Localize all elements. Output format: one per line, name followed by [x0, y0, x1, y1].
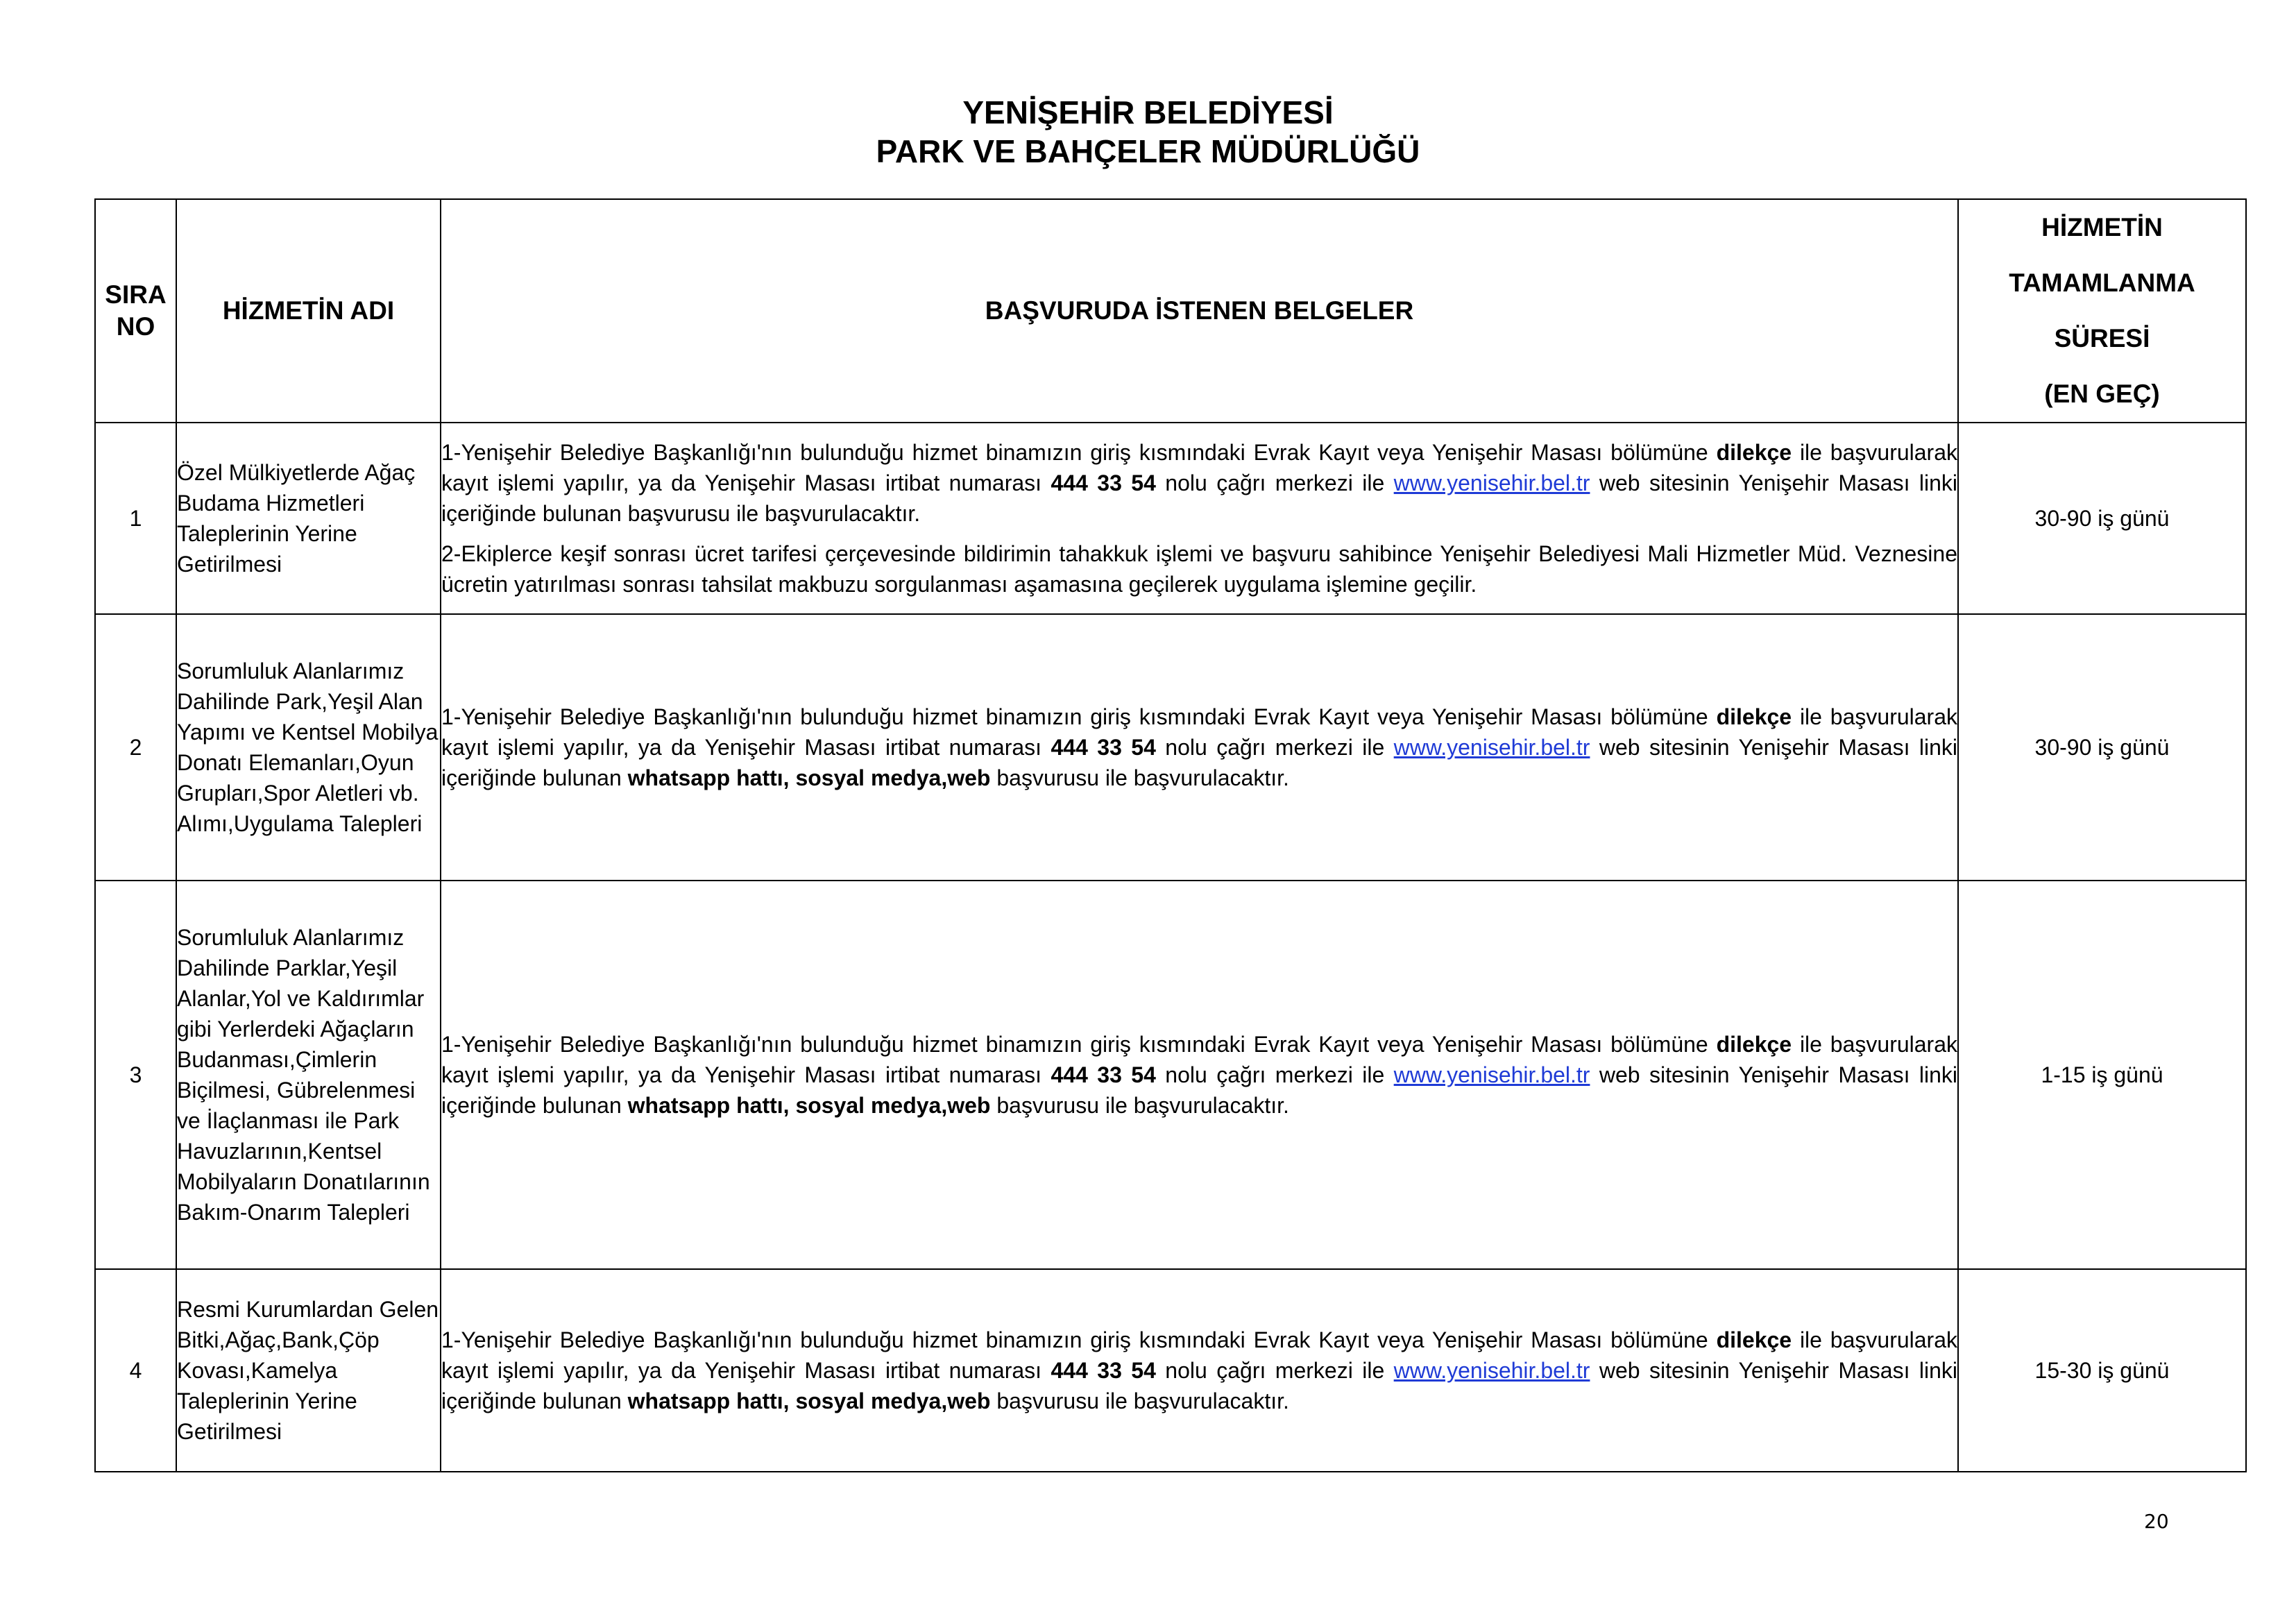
dilekce-bold: dilekçe [1716, 704, 1792, 729]
header-dur-line1: HİZMETİN [2041, 213, 2163, 241]
row-number: 1 [95, 423, 176, 614]
completion-time: 30-90 iş günü [1958, 423, 2246, 614]
completion-time: 1-15 iş günü [1958, 881, 2246, 1269]
header-sira-no [95, 199, 176, 423]
website-link[interactable]: www.yenisehir.bel.tr [1393, 735, 1590, 760]
required-documents [441, 881, 1958, 1269]
channels-bold: whatsapp hattı, sosyal medya,web [627, 1388, 991, 1413]
row-number: 4 [95, 1269, 176, 1472]
application-step-1: 1-Yenişehir Belediye Başkanlığı'nın bulunduğu hizmet binamızın giriş kısmındaki Evrak Kayıt veya Yenişehir Masası bölümüne dilekçe ile başvurularak kayıt işlemi yapılır, ya da Yenişehir Masası irtibat numarası 444 33 54 nolu çağrı merkezi ile www.yenisehir.bel.tr web sitesinin Yenişehir Masası linki içeriğinde bulunan whatsapp hattı, sosyal medya,web başvurusu ile başvurulacaktır. [441, 1032, 1958, 1118]
channels-bold: whatsapp hattı, sosyal medya,web [627, 765, 991, 790]
row-number: 2 [95, 614, 176, 881]
service-name: Sorumluluk Alanlarımız Dahilinde Park,Yeşil Alan Yapımı ve Kentsel Mobilya Donatı Elemanları,Oyun Grupları,Spor Aletleri vb. Alımı,Uygulama Talepleri [176, 614, 441, 881]
phone-number: 444 33 54 [1051, 735, 1156, 760]
application-step-1: 1-Yenişehir Belediye Başkanlığı'nın bulunduğu hizmet binamızın giriş kısmındaki Evrak Kayıt veya Yenişehir Masası bölümüne dilekçe ile başvurularak kayıt işlemi yapılır, ya da Yenişehir Masası irtibat numarası 444 33 54 nolu çağrı merkezi ile www.yenisehir.bel.tr web sitesinin Yenişehir Masası linki içeriğinde bulunan whatsapp hattı, sosyal medya,web başvurusu ile başvurulacaktır. [441, 1327, 1958, 1413]
phone-number: 444 33 54 [1051, 1062, 1156, 1087]
required-documents [441, 1269, 1958, 1472]
header-no: NO [116, 312, 155, 341]
service-name: Resmi Kurumlardan Gelen Bitki,Ağaç,Bank,Çöp Kovası,Kamelya Taleplerinin Yerine Getirilmesi [176, 1269, 441, 1472]
phone-number: 444 33 54 [1051, 470, 1156, 495]
required-documents [441, 423, 1958, 614]
dilekce-bold: dilekçe [1716, 1032, 1792, 1057]
header-required-documents: BAŞVURUDA İSTENEN BELGELER [441, 199, 1958, 423]
header-dur-line3: SÜRESİ [2054, 324, 2150, 352]
required-documents [441, 614, 1958, 881]
application-step-1: 1-Yenişehir Belediye Başkanlığı'nın bulunduğu hizmet binamızın giriş kısmındaki Evrak Kayıt veya Yenişehir Masası bölümüne dilekçe ile başvurularak kayıt işlemi yapılır, ya da Yenişehir Masası irtibat numarası 444 33 54 nolu çağrı merkezi ile www.yenisehir.bel.tr web sitesinin Yenişehir Masası linki içeriğinde bulunan başvurusu ile başvurulacaktır. [441, 440, 1958, 526]
dilekce-bold: dilekçe [1716, 440, 1792, 465]
completion-time: 15-30 iş günü [1958, 1269, 2246, 1472]
website-link[interactable]: www.yenisehir.bel.tr [1393, 1062, 1590, 1087]
service-name: Sorumluluk Alanlarımız Dahilinde Parklar,Yeşil Alanlar,Yol ve Kaldırımlar gibi Yerlerdeki Ağaçların Budanması,Çimlerin Biçilmesi, Gübrelenmesi ve İlaçlanması ile Park Havuzlarının,Kentsel Mobilyaların Donatılarının Bakım-Onarım Talepleri [176, 881, 441, 1269]
header-dur-line2: TAMAMLANMA [2009, 269, 2195, 297]
institution-title: YENİŞEHİR BELEDİYESİ [962, 94, 1334, 130]
application-step-1: 1-Yenişehir Belediye Başkanlığı'nın bulunduğu hizmet binamızın giriş kısmındaki Evrak Kayıt veya Yenişehir Masası bölümüne dilekçe ile başvurularak kayıt işlemi yapılır, ya da Yenişehir Masası irtibat numarası 444 33 54 nolu çağrı merkezi ile www.yenisehir.bel.tr web sitesinin Yenişehir Masası linki içeriğinde bulunan whatsapp hattı, sosyal medya,web başvurusu ile başvurulacaktır. [441, 704, 1958, 790]
page-number: 20 [2144, 1510, 2169, 1533]
channels-bold: whatsapp hattı, sosyal medya,web [627, 1093, 991, 1118]
header-dur-line4: (EN GEÇ) [2044, 380, 2160, 408]
website-link[interactable]: www.yenisehir.bel.tr [1393, 470, 1590, 495]
row-number: 3 [95, 881, 176, 1269]
table-row [95, 614, 2246, 881]
dilekce-bold: dilekçe [1716, 1327, 1792, 1352]
header-service-name: HİZMETİN ADI [176, 199, 441, 423]
website-link[interactable]: www.yenisehir.bel.tr [1393, 1358, 1590, 1383]
table-header-row [95, 199, 2246, 423]
service-name: Özel Mülkiyetlerde Ağaç Budama Hizmetleri Taleplerinin Yerine Getirilmesi [176, 423, 441, 614]
phone-number: 444 33 54 [1051, 1358, 1156, 1383]
services-table [94, 198, 2247, 1472]
table-row [95, 1269, 2246, 1472]
application-step-2: 2-Ekiplerce keşif sonrası ücret tarifesi çerçevesinde bildirimin tahakkuk işlemi ve başvuru sahibince Yenişehir Belediyesi Mali Hizmetler Müd. Veznesine ücretin yatırılması sonrası tahsilat makbuzu sorgulanması aşamasına geçilerek uygulama işlemine geçilir. [441, 541, 1957, 597]
header-sira: SIRA [105, 280, 167, 309]
table-row [95, 423, 2246, 614]
header-completion-time [1958, 199, 2246, 423]
table-row [95, 881, 2246, 1269]
completion-time: 30-90 iş günü [1958, 614, 2246, 881]
department-title: PARK VE BAHÇELER MÜDÜRLÜĞÜ [876, 133, 1420, 169]
